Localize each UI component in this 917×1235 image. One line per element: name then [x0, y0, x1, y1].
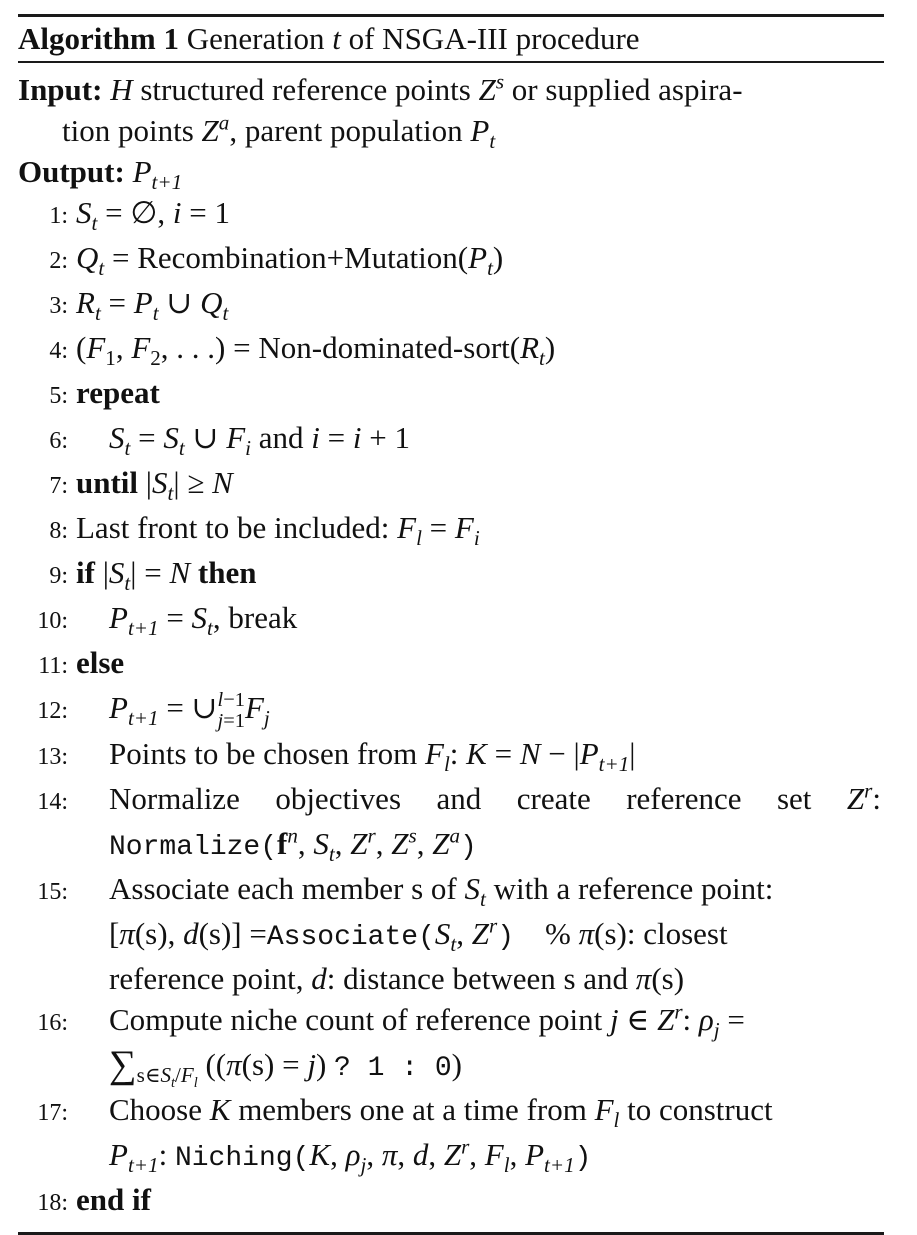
step-number: 11: [38, 653, 68, 679]
niche-text: Compute niche count of reference point [109, 1002, 603, 1037]
step-10: 10: $P_{t+1} = S_t$, break [18, 597, 884, 642]
step-12: 12: $P_{t+1}$ = ∪l−1 $j=1F_j$ [18, 687, 884, 733]
associate-text-2: with a reference point: [493, 871, 774, 906]
repeat-keyword: repeat [76, 375, 160, 410]
step-3: 3: $R_t = P_t$ ∪ $Q_t$ [18, 282, 884, 327]
normalize-fn: Normalize [109, 832, 261, 863]
step-number: 14: [37, 789, 68, 815]
step-5 [18, 372, 884, 417]
step-17-cont: $P_{t+1}$: Niching(K, $\rho_j$, π, d, $Z^r$, $F_l$, $P_{t+1}$) [109, 1134, 592, 1178]
choose-text: Choose [109, 1092, 202, 1127]
step-16: 16: Compute niche count of reference point j ∈ $Z^r$: $\rho_j$ = [18, 999, 884, 1044]
recomb-text: Recombination+Mutation [137, 240, 458, 275]
end-if-keyword: end if [76, 1182, 151, 1217]
step-number: 6: [49, 428, 68, 454]
step-number: 10: [37, 608, 68, 634]
algorithm-title [18, 17, 884, 61]
step-14: 14: Normalize objectives and create reference set $Z^r$: [18, 778, 884, 823]
step-13: 13: Points to be chosen from $F_l$: $K = N - |P_{t+1}|$ [18, 733, 884, 778]
if-keyword: if [76, 555, 95, 590]
last-front-text: Last front to be included: [76, 510, 390, 545]
step-2: 2: $Q_t$ = $Recombination+Mutation(P_t)$ [18, 237, 884, 282]
step-16-cont: $\sum_{s\in S_t/F_l}$ ((π(s) = j) ? 1 : 0) [109, 1043, 462, 1092]
step-8: 8: Last front to be included: $F_l = F_i$ [18, 507, 884, 552]
step-number: 8: [49, 518, 68, 544]
title-var: t [332, 21, 341, 56]
step-15: 15: Associate each member s of $S_t$ with a reference point: [18, 868, 884, 913]
distance-text: distance between s and [343, 961, 629, 996]
input-label: Input: [18, 72, 103, 107]
step-14-cont: $Normalize(f^n$, $S_t$, $Z^r$, $Z^s$, $Z^a$) [109, 823, 477, 867]
niching-fn: Niching [174, 1143, 293, 1174]
step-number: 2: [49, 248, 68, 274]
else-keyword: else [76, 645, 125, 680]
algorithm-box [18, 14, 884, 1235]
step-number: 9: [49, 563, 68, 589]
step-11 [18, 642, 884, 687]
step-number: 5: [49, 383, 68, 409]
choose-text-3: to construct [627, 1092, 773, 1127]
normalize-text: Normalize objectives and create reference set [109, 781, 812, 816]
step-number: 17: [37, 1100, 68, 1126]
step-number: 15: [37, 879, 68, 905]
step-17: 17: Choose K members one at a time from $F_l$ to construct [18, 1089, 884, 1134]
step-number: 13: [37, 744, 68, 770]
output-line: Output: $P_{t+1}$ [18, 154, 183, 195]
step-number: 3: [49, 293, 68, 319]
algorithm-label: Algorithm 1 [18, 21, 180, 56]
title-rest: of NSGA-III procedure [348, 21, 640, 56]
associate-text: Associate each member s of [109, 871, 457, 906]
points-chosen-text: Points to be chosen from [109, 736, 418, 771]
step-number: 12: [37, 698, 68, 724]
input-text-3: tion points [62, 113, 194, 148]
step-number: 18: [37, 1190, 68, 1216]
input-text-4: , parent population [229, 113, 463, 148]
step-7: 7: until $|S_t| \ge N$ [18, 462, 884, 507]
closest-text: closest [643, 916, 728, 951]
step-9: 9: if $|S_t| = N$ then [18, 552, 884, 597]
break-text: , break [212, 600, 298, 635]
step-6: 6: $S_t = S_t$ ∪ $F_i$ and i = i + 1 [18, 417, 884, 462]
step-4: 4: ($F_1$, $F_2$, . . .) = Non-$dominated-sort(R_t)$ [18, 327, 884, 372]
step-18 [18, 1179, 884, 1224]
input-text-1: structured reference points [140, 72, 471, 107]
and-text: and [258, 420, 304, 455]
step-number: 1: [49, 203, 68, 229]
title-text: Generation [186, 21, 325, 56]
step-number: 7: [49, 473, 68, 499]
associate-fn: Associate [266, 922, 419, 953]
choose-text-2: members one at a time from [238, 1092, 587, 1127]
input-text-2: or supplied aspira- [511, 72, 743, 107]
input-line: Input: H structured reference points $Z^s$ or supplied aspira- tion points $Z^a$, parent population $P_t$ [18, 69, 743, 154]
step-number: 4: [49, 338, 68, 364]
step-number: 16: [37, 1010, 68, 1036]
output-label: Output: [18, 154, 125, 189]
until-keyword: until [76, 465, 139, 500]
then-keyword: then [197, 555, 257, 590]
nds-text: Non-dominated-sort [258, 330, 510, 365]
step-1: 1: $S_t$ = ∅, i = 1 [18, 192, 884, 237]
ref-point-text: reference point, [109, 961, 304, 996]
step-15-cont-2: reference point, d: distance between s and π(s) [109, 961, 685, 996]
step-15-cont: [π(s), $d(s)] =Associate(S_t$, $Z^r$) % π(s): closest [109, 913, 728, 957]
